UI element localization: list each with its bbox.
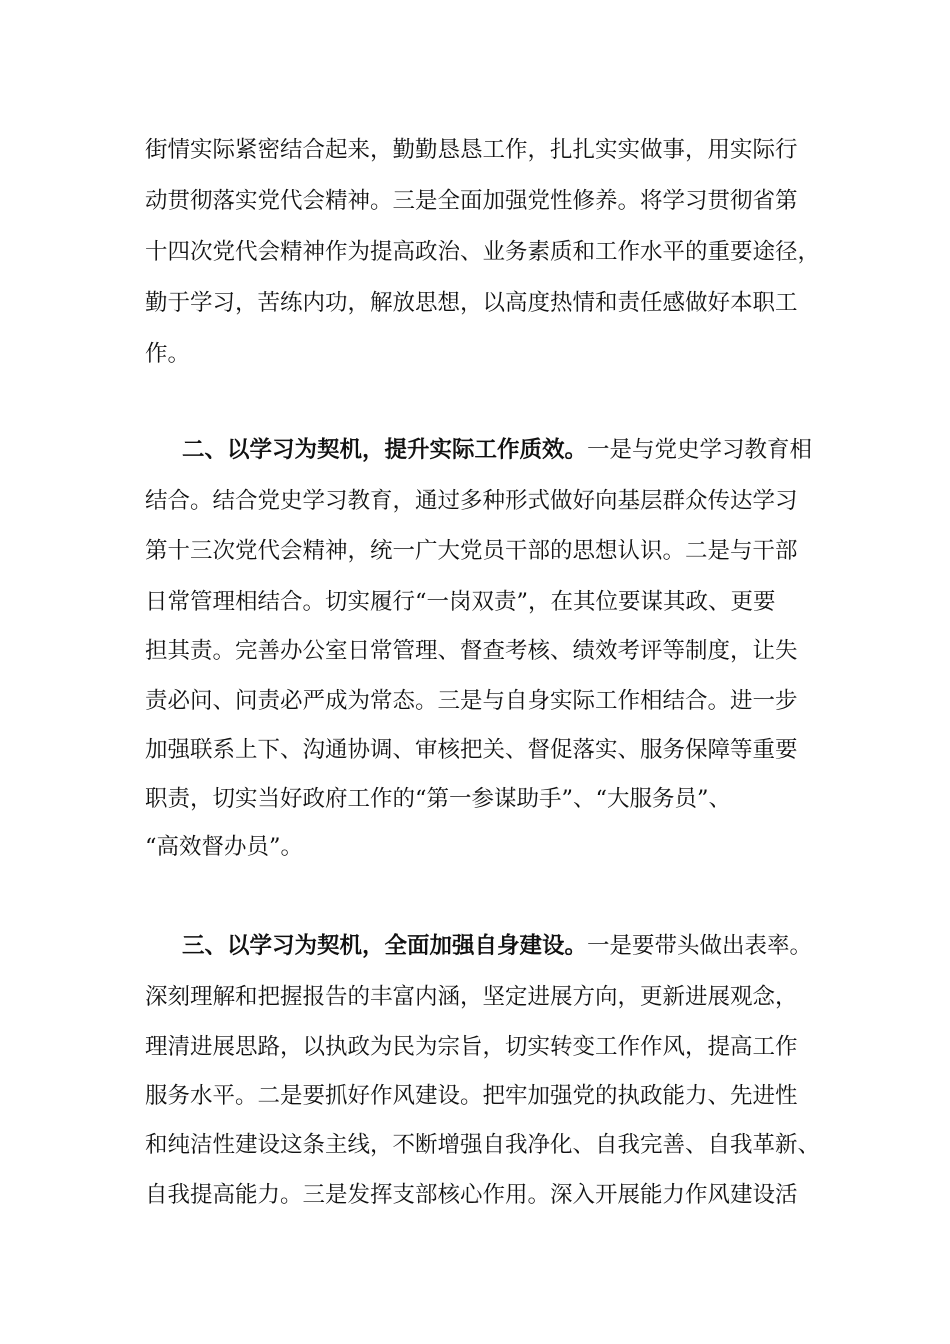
paragraph2-line-9: “高效督办员”。 xyxy=(145,834,304,860)
paragraph2-heading: 二、以学习为契机，提升实际工作质效。 xyxy=(182,437,588,463)
paragraph2-line-3: 第十三次党代会精神，统一广大党员干部的思想认识。二是与干部 xyxy=(145,538,798,564)
paragraph3-line-3: 理清进展思路，以执政为民为宗旨，切实转变工作作风，提高工作 xyxy=(145,1034,798,1060)
paragraph2-line-5: 担其责。完善办公室日常管理、督查考核、绩效考评等制度，让失 xyxy=(145,638,798,664)
paragraph1-line-5: 作。 xyxy=(145,341,191,367)
paragraph3-first-line-text: 一是要带头做出表率。 xyxy=(587,933,813,959)
paragraph2-line-7: 加强联系上下、沟通协调、审核把关、督促落实、服务保障等重要 xyxy=(145,737,798,763)
paragraph3-line-5: 和纯洁性建设这条主线，不断增强自我净化、自我完善、自我革新、 xyxy=(145,1132,821,1158)
paragraph3-line-4: 服务水平。二是要抓好作风建设。把牢加强党的执政能力、先进性 xyxy=(145,1083,798,1109)
paragraph2-first-line xyxy=(182,435,872,465)
paragraph2-line-2: 结合。结合党史学习教育，通过多种形式做好向基层群众传达学习 xyxy=(145,488,798,514)
paragraph3-line-6: 自我提高能力。三是发挥支部核心作用。深入开展能力作风建设活 xyxy=(145,1182,798,1208)
paragraph3-line-2: 深刻理解和把握报告的丰富内涵，坚定进展方向，更新进展观念， xyxy=(145,984,798,1010)
paragraph1-line-3: 十四次党代会精神作为提高政治、业务素质和工作水平的重要途径， xyxy=(145,239,821,265)
paragraph3-heading: 三、以学习为契机，全面加强自身建设。 xyxy=(182,933,588,959)
paragraph2-first-line-text: 一是与党史学习教育相 xyxy=(587,437,813,463)
paragraph3-first-line xyxy=(182,931,872,961)
paragraph2-line-4: 日常管理相结合。切实履行“一岗双责”，在其位要谋其政、更要 xyxy=(145,589,776,615)
paragraph1-line-2: 动贯彻落实党代会精神。三是全面加强党性修养。将学习贯彻省第 xyxy=(145,188,798,214)
paragraph1-line-4: 勤于学习，苦练内功，解放思想，以高度热情和责任感做好本职工 xyxy=(145,290,798,316)
paragraph2-line-6: 责必问、问责必严成为常态。三是与自身实际工作相结合。进一步 xyxy=(145,688,798,714)
paragraph1-line-1: 街情实际紧密结合起来，勤勤恳恳工作，扎扎实实做事，用实际行 xyxy=(145,137,798,163)
paragraph2-line-8: 职责，切实当好政府工作的“第一参谋助手”、“大服务员”、 xyxy=(145,786,732,812)
